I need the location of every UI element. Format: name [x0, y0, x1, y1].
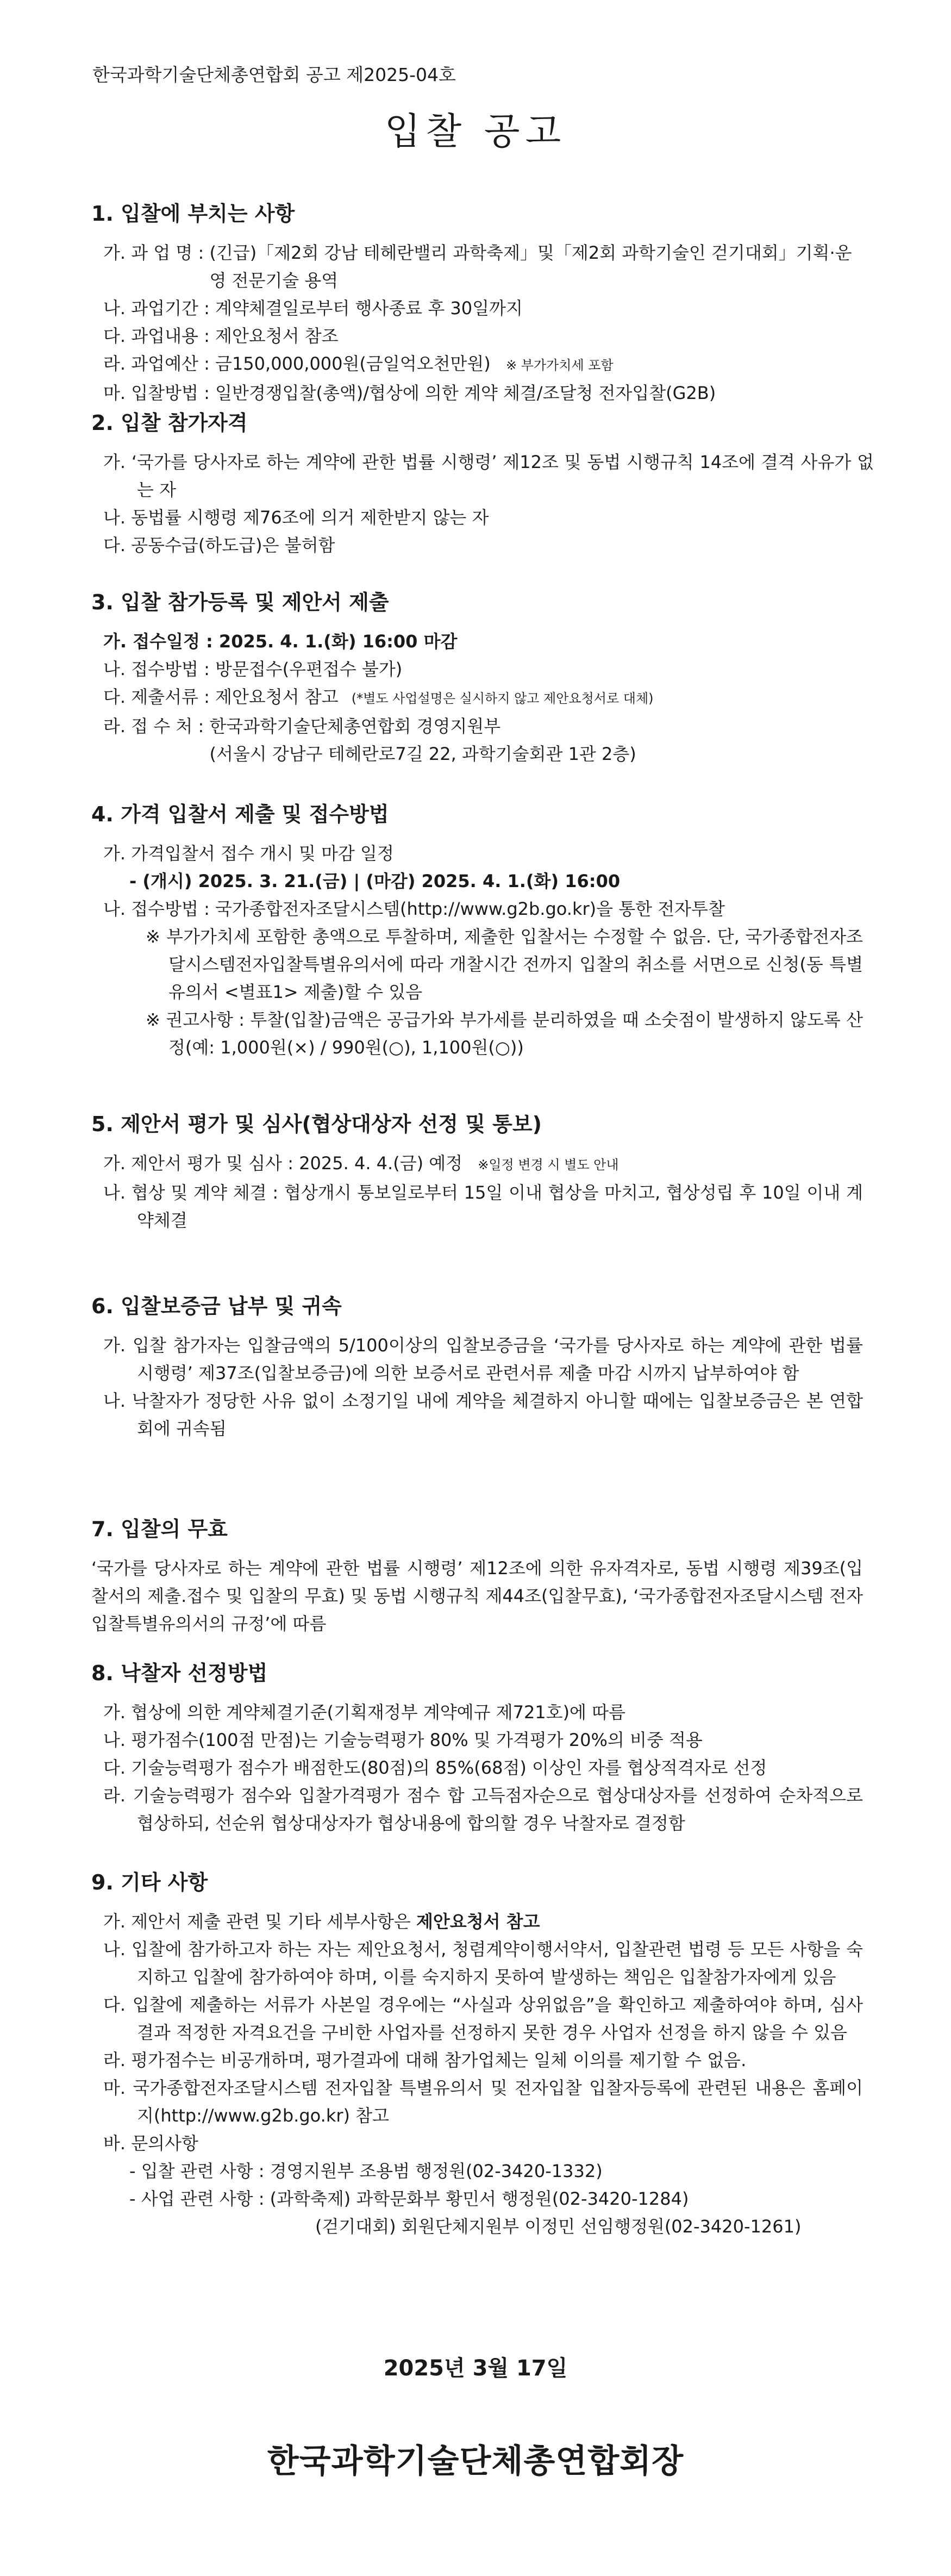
price-bid-note-1	[91, 923, 874, 1006]
submission-documents	[91, 683, 874, 713]
section-3-heading: 3. 입찰 참가등록 및 제안서 제출	[91, 590, 389, 614]
qualification-c: 다. 공동수급(하도급)은 불허함	[103, 535, 335, 556]
deposit-b	[91, 1387, 874, 1443]
section-2-heading: 2. 입찰 참가자격	[91, 411, 248, 435]
submission-method: 나. 접수방법 : 방문접수(우편접수 불가)	[103, 659, 403, 679]
section-1	[91, 201, 874, 407]
budget-note: ※ 부가가치세 포함	[505, 358, 614, 373]
budget-text: 라. 과업예산 : 금150,000,000원(금일억오천만원)	[103, 353, 491, 374]
section-4	[91, 802, 874, 1062]
documents-note: (*별도 사업설명은 실시하지 않고 제안요청서로 대체)	[351, 691, 654, 706]
section-9-heading: 9. 기타 사항	[91, 1870, 208, 1894]
evaluation-date-text: 가. 제안서 평가 및 심사 : 2025. 4. 4.(금) 예정	[103, 1153, 463, 1174]
project-name	[91, 239, 874, 295]
deposit-a-text: 가. 입찰 참가자는 입찰금액의 5/100이상의 입찰보증금을 ‘국가를 당사자로 하는 계약에 관한 법률 시행령’ 제37조(입찰보증금)에 의한 보증서로 관련서류 제출 마감 시까지 납부하여야 함	[103, 1335, 863, 1383]
deposit-b-text: 나. 낙찰자가 정당한 사유 없이 소정기일 내에 계약을 체결하지 아니할 때에는 입찰보증금은 본 연합회에 귀속됨	[103, 1390, 863, 1439]
project-budget	[91, 350, 874, 379]
note-1-text: ※ 부가가치세 포함한 총액으로 투찰하며, 제출한 입찰서는 수정할 수 없음. 단, 국가종합전자조달시스템전자입찰특별유의서에 따라 개찰시간 전까지 입찰의 취소를 서면으로 신청(동 특별유의서 <별표1> 제출)할 수 있음	[146, 926, 863, 1002]
other-e	[91, 2074, 874, 2130]
inquiry-project-walking: (걷기대회) 회원단체지원부 이정민 선임행정원(02-3420-1261)	[315, 2216, 802, 2237]
other-b-text: 나. 입찰에 참가하고자 하는 자는 제안요청서, 청렴계약이행서약서, 입찰관련 법령 등 모든 사항을 숙지하고 입찰에 참가하여야 하며, 이를 숙지하지 못하여 발생하는 책임은 입찰참가자에게 있음	[103, 1939, 863, 1987]
other-a-text: 가. 제안서 제출 관련 및 기타 세부사항은	[103, 1911, 416, 1932]
price-bid-dates: - (개시) 2025. 3. 21.(금) | (마감) 2025. 4. 1.(화) 16:00	[129, 871, 621, 891]
qualification-a-text: 가. ‘국가를 당사자로 하는 계약에 관한 법률 시행령’ 제12조 및 동법 시행규칙 14조에 결격 사유가 없는 자	[103, 452, 874, 500]
other-c-text: 다. 입찰에 제출하는 서류가 사본일 경우에는 “사실과 상위없음”을 확인하고 제출하여야 하며, 심사 결과 적정한 자격요건을 구비한 사업자를 선정하지 못한 경우 사업자 선정을 하지 않을 수 있음	[103, 1994, 863, 2043]
project-content: 다. 과업내용 : 제안요청서 참조	[103, 326, 339, 346]
inquiry-project-festival: - 사업 관련 사항 : (과학축제) 과학문화부 황민서 행정원(02-3420-1284)	[129, 2188, 689, 2209]
project-name-key: 가. 과 업 명 :	[103, 242, 210, 263]
project-name-value: (긴급)「제2회 강남 테헤란밸리 과학축제」및「제2회 과학기술인 걷기대회」기획·운영 전문기술 용역	[209, 242, 852, 291]
section-5	[91, 1112, 874, 1234]
place-value	[209, 713, 874, 768]
selection-c: 다. 기술능력평가 점수가 배점한도(80점)의 85%(68점) 이상인 자를 협상적격자로 선정	[103, 1757, 767, 1778]
inquiry-bid: - 입찰 관련 사항 : 경영지원부 조용범 행정원(02-3420-1332)	[129, 2161, 603, 2181]
bid-method: 마. 입찰방법 : 일반경쟁입찰(총액)/협상에 의한 계약 체결/조달청 전자입찰(G2B)	[103, 383, 716, 403]
section-8	[91, 1661, 874, 1837]
inquiry-heading: 바. 문의사항	[103, 2133, 198, 2154]
section-9	[91, 1870, 874, 2241]
negotiation-contract-text: 나. 협상 및 계약 체결 : 협상개시 통보일로부터 15일 이내 협상을 마치고, 협상성립 후 10일 이내 계약체결	[103, 1182, 863, 1231]
negotiation-contract	[91, 1179, 874, 1234]
other-a	[91, 1908, 874, 1936]
section-7-heading: 7. 입찰의 무효	[91, 1517, 228, 1541]
documents-text: 다. 제출서류 : 제안요청서 참고	[103, 687, 339, 707]
note-2-text: ※ 권고사항 : 투찰(입찰)금액은 공급가와 부가세를 분리하였을 때 소숫점이 발생하지 않도록 산정(예: 1,000원(×) / 990원(○), 1,100원(○))	[146, 1009, 863, 1058]
issuer-name: 한국과학기술단체총연합회장	[267, 2442, 684, 2480]
section-7	[91, 1517, 874, 1638]
evaluation-date-note: ※일정 변경 시 별도 안내	[478, 1157, 619, 1172]
price-bid-schedule: 가. 가격입찰서 접수 개시 및 마감 일정	[103, 843, 394, 864]
submission-place	[91, 713, 874, 768]
evaluation-date	[91, 1150, 874, 1179]
notice-date: 2025년 3월 17일	[383, 2356, 568, 2381]
section-3	[91, 590, 874, 768]
price-bid-method: 나. 접수방법 : 국가종합전자조달시스템(http://www.g2b.go.kr)을 통한 전자투찰	[103, 899, 725, 919]
selection-a: 가. 협상에 의한 계약체결기준(기획재정부 계약예규 제721호)에 따름	[103, 1702, 625, 1723]
qualification-a	[91, 448, 874, 504]
section-5-heading: 5. 제안서 평가 및 심사(협상대상자 선정 및 통보)	[91, 1112, 542, 1136]
project-period: 나. 과업기간 : 계약체결일로부터 행사종료 후 30일까지	[103, 298, 523, 319]
section-6-heading: 6. 입찰보증금 납부 및 귀속	[91, 1294, 342, 1318]
place-org: 한국과학기술단체총연합회 경영지원부	[209, 716, 501, 737]
place-key: 라. 접 수 처 :	[103, 716, 210, 737]
other-d: 라. 평가점수는 비공개하며, 평가결과에 대해 참가업체는 일체 이의를 제기할 수 없음.	[103, 2050, 747, 2070]
other-e-text: 마. 국가종합전자조달시스템 전자입찰 특별유의서 및 전자입찰 입찰자등록에 관련된 내용은 홈페이지(http://www.g2b.go.kr) 참고	[103, 2078, 863, 2126]
section-6	[91, 1294, 874, 1443]
deposit-a	[91, 1332, 874, 1387]
selection-d	[91, 1782, 874, 1837]
page-title: 입찰 공고	[384, 110, 567, 153]
other-a-bold: 제안요청서 참고	[416, 1911, 540, 1932]
selection-b: 나. 평가점수(100점 만점)는 기술능력평가 80% 및 가격평가 20%의 비중 적용	[103, 1730, 703, 1750]
other-b	[91, 1936, 874, 1991]
invalid-bid-text: ‘국가를 당사자로 하는 계약에 관한 법률 시행령’ 제12조에 의한 유자격자로, 동법 시행령 제39조(입찰서의 제출.접수 및 입찰의 무효) 및 동법 시행규칙 제44조(입찰무효), ‘국가종합전자조달시스템 전자입찰특별유의서의 규정’에 따름	[91, 1558, 863, 1634]
place-address: (서울시 강남구 테헤란로7길 22, 과학기술회관 1관 2층)	[209, 744, 636, 764]
qualification-b: 나. 동법률 시행령 제76조에 의거 제한받지 않는 자	[103, 507, 489, 528]
submission-schedule: 가. 접수일정 : 2025. 4. 1.(화) 16:00 마감	[103, 631, 458, 652]
section-1-heading: 1. 입찰에 부치는 사항	[91, 202, 295, 226]
notice-number: 한국과학기술단체총연합회 공고 제2025-04호	[92, 64, 456, 85]
invalid-bid	[91, 1555, 874, 1638]
price-bid-note-2	[91, 1006, 874, 1062]
selection-d-text: 라. 기술능력평가 점수와 입찰가격평가 점수 합 고득점자순으로 협상대상자를 선정하여 순차적으로 협상하되, 선순위 협상대상자가 협상내용에 합의할 경우 낙찰자로 결정함	[103, 1785, 863, 1833]
other-c	[91, 1991, 874, 2047]
section-8-heading: 8. 낙찰자 선정방법	[91, 1661, 268, 1685]
section-4-heading: 4. 가격 입찰서 제출 및 접수방법	[91, 802, 389, 826]
section-2	[91, 410, 874, 559]
